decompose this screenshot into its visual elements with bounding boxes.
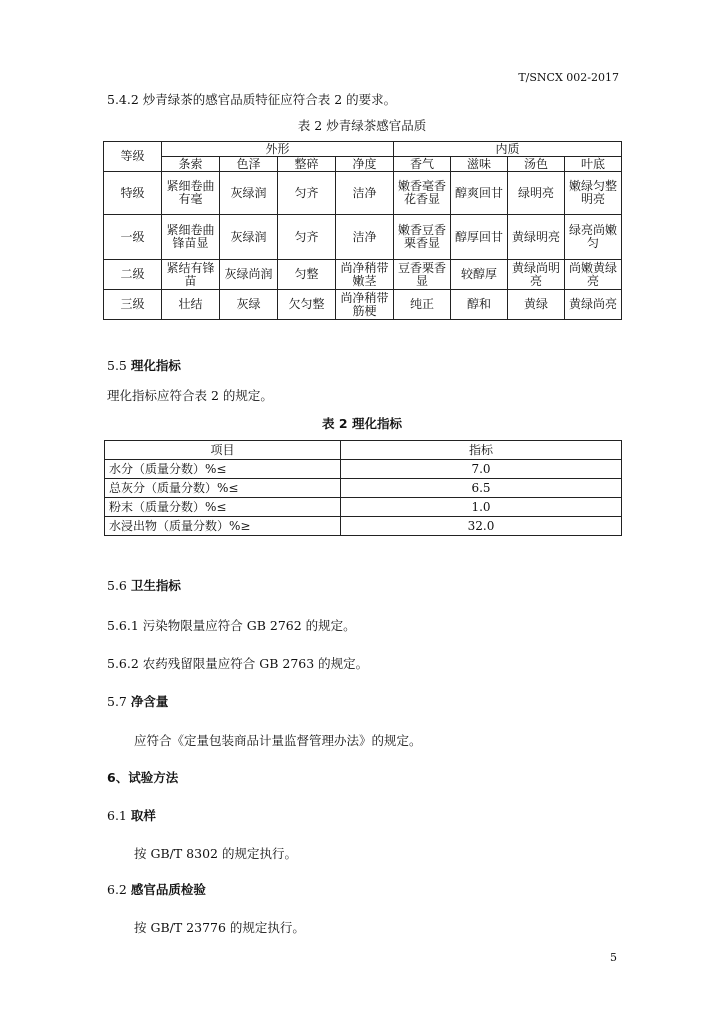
table-cell: 尚净稍带筋梗 [336, 290, 394, 320]
section-6-1-heading [107, 808, 156, 824]
section-6-2-text: 按 GB/T 23776 的规定执行。 [134, 920, 305, 935]
grade-cell: 特级 [104, 172, 162, 215]
table-cell: 嫩绿匀整明亮 [565, 172, 622, 215]
table-row [105, 517, 622, 536]
section-number: 5.7 [107, 694, 127, 709]
table-cell: 较醇厚 [451, 260, 508, 290]
table-cell: 洁净 [336, 172, 394, 215]
section-6-2-heading [107, 882, 206, 898]
table-cell: 黄绿尚明亮 [508, 260, 565, 290]
section-title: 理化指标 [130, 358, 181, 373]
table-cell: 尚嫩黄绿亮 [565, 260, 622, 290]
column-header: 色泽 [220, 157, 278, 172]
item-cell: 水分（质量分数）%≤ [105, 460, 341, 479]
section-5-7-heading [107, 694, 168, 710]
table-cell: 黄绿明亮 [508, 215, 565, 260]
table-cell: 尚净稍带嫩茎 [336, 260, 394, 290]
section-number: 5.6 [107, 578, 127, 593]
table-row [104, 172, 622, 215]
table-cell: 醇厚回甘 [451, 215, 508, 260]
column-header: 净度 [336, 157, 394, 172]
section-6-heading: 6、试验方法 [107, 770, 179, 785]
table-cell: 壮结 [162, 290, 220, 320]
table-cell: 灰绿润 [220, 215, 278, 260]
table-cell: 黄绿 [508, 290, 565, 320]
column-header: 整碎 [278, 157, 336, 172]
item-cell: 总灰分（质量分数）%≤ [105, 479, 341, 498]
table-cell: 绿亮尚嫩匀 [565, 215, 622, 260]
section-number: 6.2 [107, 882, 127, 897]
table-phys-caption: 表 2 理化指标 [322, 416, 402, 431]
section-5-6-heading [107, 578, 181, 594]
page-number: 5 [610, 951, 617, 964]
table-row [105, 479, 622, 498]
inner-quality-group-header: 内质 [394, 142, 622, 157]
section-5-5-text: 理化指标应符合表 2 的规定。 [107, 388, 273, 403]
item-cell: 粉末（质量分数）%≤ [105, 498, 341, 517]
table-cell: 绿明亮 [508, 172, 565, 215]
section-5-7-text: 应符合《定量包装商品计量监督管理办法》的规定。 [134, 733, 422, 748]
section-6-1-text: 按 GB/T 8302 的规定执行。 [134, 846, 297, 861]
section-title: 净含量 [130, 694, 169, 709]
table-cell: 黄绿尚亮 [565, 290, 622, 320]
table-cell: 嫩香豆香栗香显 [394, 215, 451, 260]
table-cell: 欠匀整 [278, 290, 336, 320]
table-row [105, 498, 622, 517]
item-header: 项目 [105, 441, 341, 460]
value-header: 指标 [341, 441, 622, 460]
section-title: 取样 [130, 808, 156, 823]
table-cell: 豆香栗香显 [394, 260, 451, 290]
table-cell: 匀整 [278, 260, 336, 290]
column-header: 条索 [162, 157, 220, 172]
table-cell: 紧细卷曲锋苗显 [162, 215, 220, 260]
value-cell: 7.0 [341, 460, 622, 479]
item-cell: 水浸出物（质量分数）%≥ [105, 517, 341, 536]
table-cell: 灰绿尚润 [220, 260, 278, 290]
table-sensory-caption: 表 2 炒青绿茶感官品质 [297, 118, 427, 133]
value-cell: 6.5 [341, 479, 622, 498]
table-cell: 匀齐 [278, 215, 336, 260]
value-cell: 32.0 [341, 517, 622, 536]
table-cell: 纯正 [394, 290, 451, 320]
appearance-group-header: 外形 [162, 142, 394, 157]
table-cell: 醇和 [451, 290, 508, 320]
grade-cell: 一级 [104, 215, 162, 260]
table-cell: 灰绿 [220, 290, 278, 320]
section-5-4-2-text: 5.4.2 炒青绿茶的感官品质特征应符合表 2 的要求。 [107, 92, 397, 107]
section-title: 卫生指标 [130, 578, 181, 593]
grade-header: 等级 [104, 142, 162, 172]
table-cell: 紧细卷曲有毫 [162, 172, 220, 215]
column-header: 滋味 [451, 157, 508, 172]
table-row [105, 460, 622, 479]
column-header: 香气 [394, 157, 451, 172]
section-5-6-2-text: 5.6.2 农药残留限量应符合 GB 2763 的规定。 [107, 656, 369, 671]
section-5-6-1-text: 5.6.1 污染物限量应符合 GB 2762 的规定。 [107, 618, 356, 633]
table-row [104, 215, 622, 260]
table-cell: 匀齐 [278, 172, 336, 215]
table-cell: 灰绿润 [220, 172, 278, 215]
section-number: 5.5 [107, 358, 127, 373]
grade-cell: 二级 [104, 260, 162, 290]
table-cell: 洁净 [336, 215, 394, 260]
table-row [104, 260, 622, 290]
grade-cell: 三级 [104, 290, 162, 320]
section-5-5-heading [107, 358, 181, 374]
table-cell: 嫩香毫香花香显 [394, 172, 451, 215]
sensory-quality-table [103, 141, 622, 320]
table-row [104, 290, 622, 320]
table-cell: 醇爽回甘 [451, 172, 508, 215]
table-cell: 紧结有锋苗 [162, 260, 220, 290]
column-header: 汤色 [508, 157, 565, 172]
section-number: 6.1 [107, 808, 127, 823]
section-title: 感官品质检验 [130, 882, 206, 897]
physicochemical-table [104, 440, 622, 536]
document-code: T/SNCX 002-2017 [518, 71, 619, 84]
value-cell: 1.0 [341, 498, 622, 517]
column-header: 叶底 [565, 157, 622, 172]
